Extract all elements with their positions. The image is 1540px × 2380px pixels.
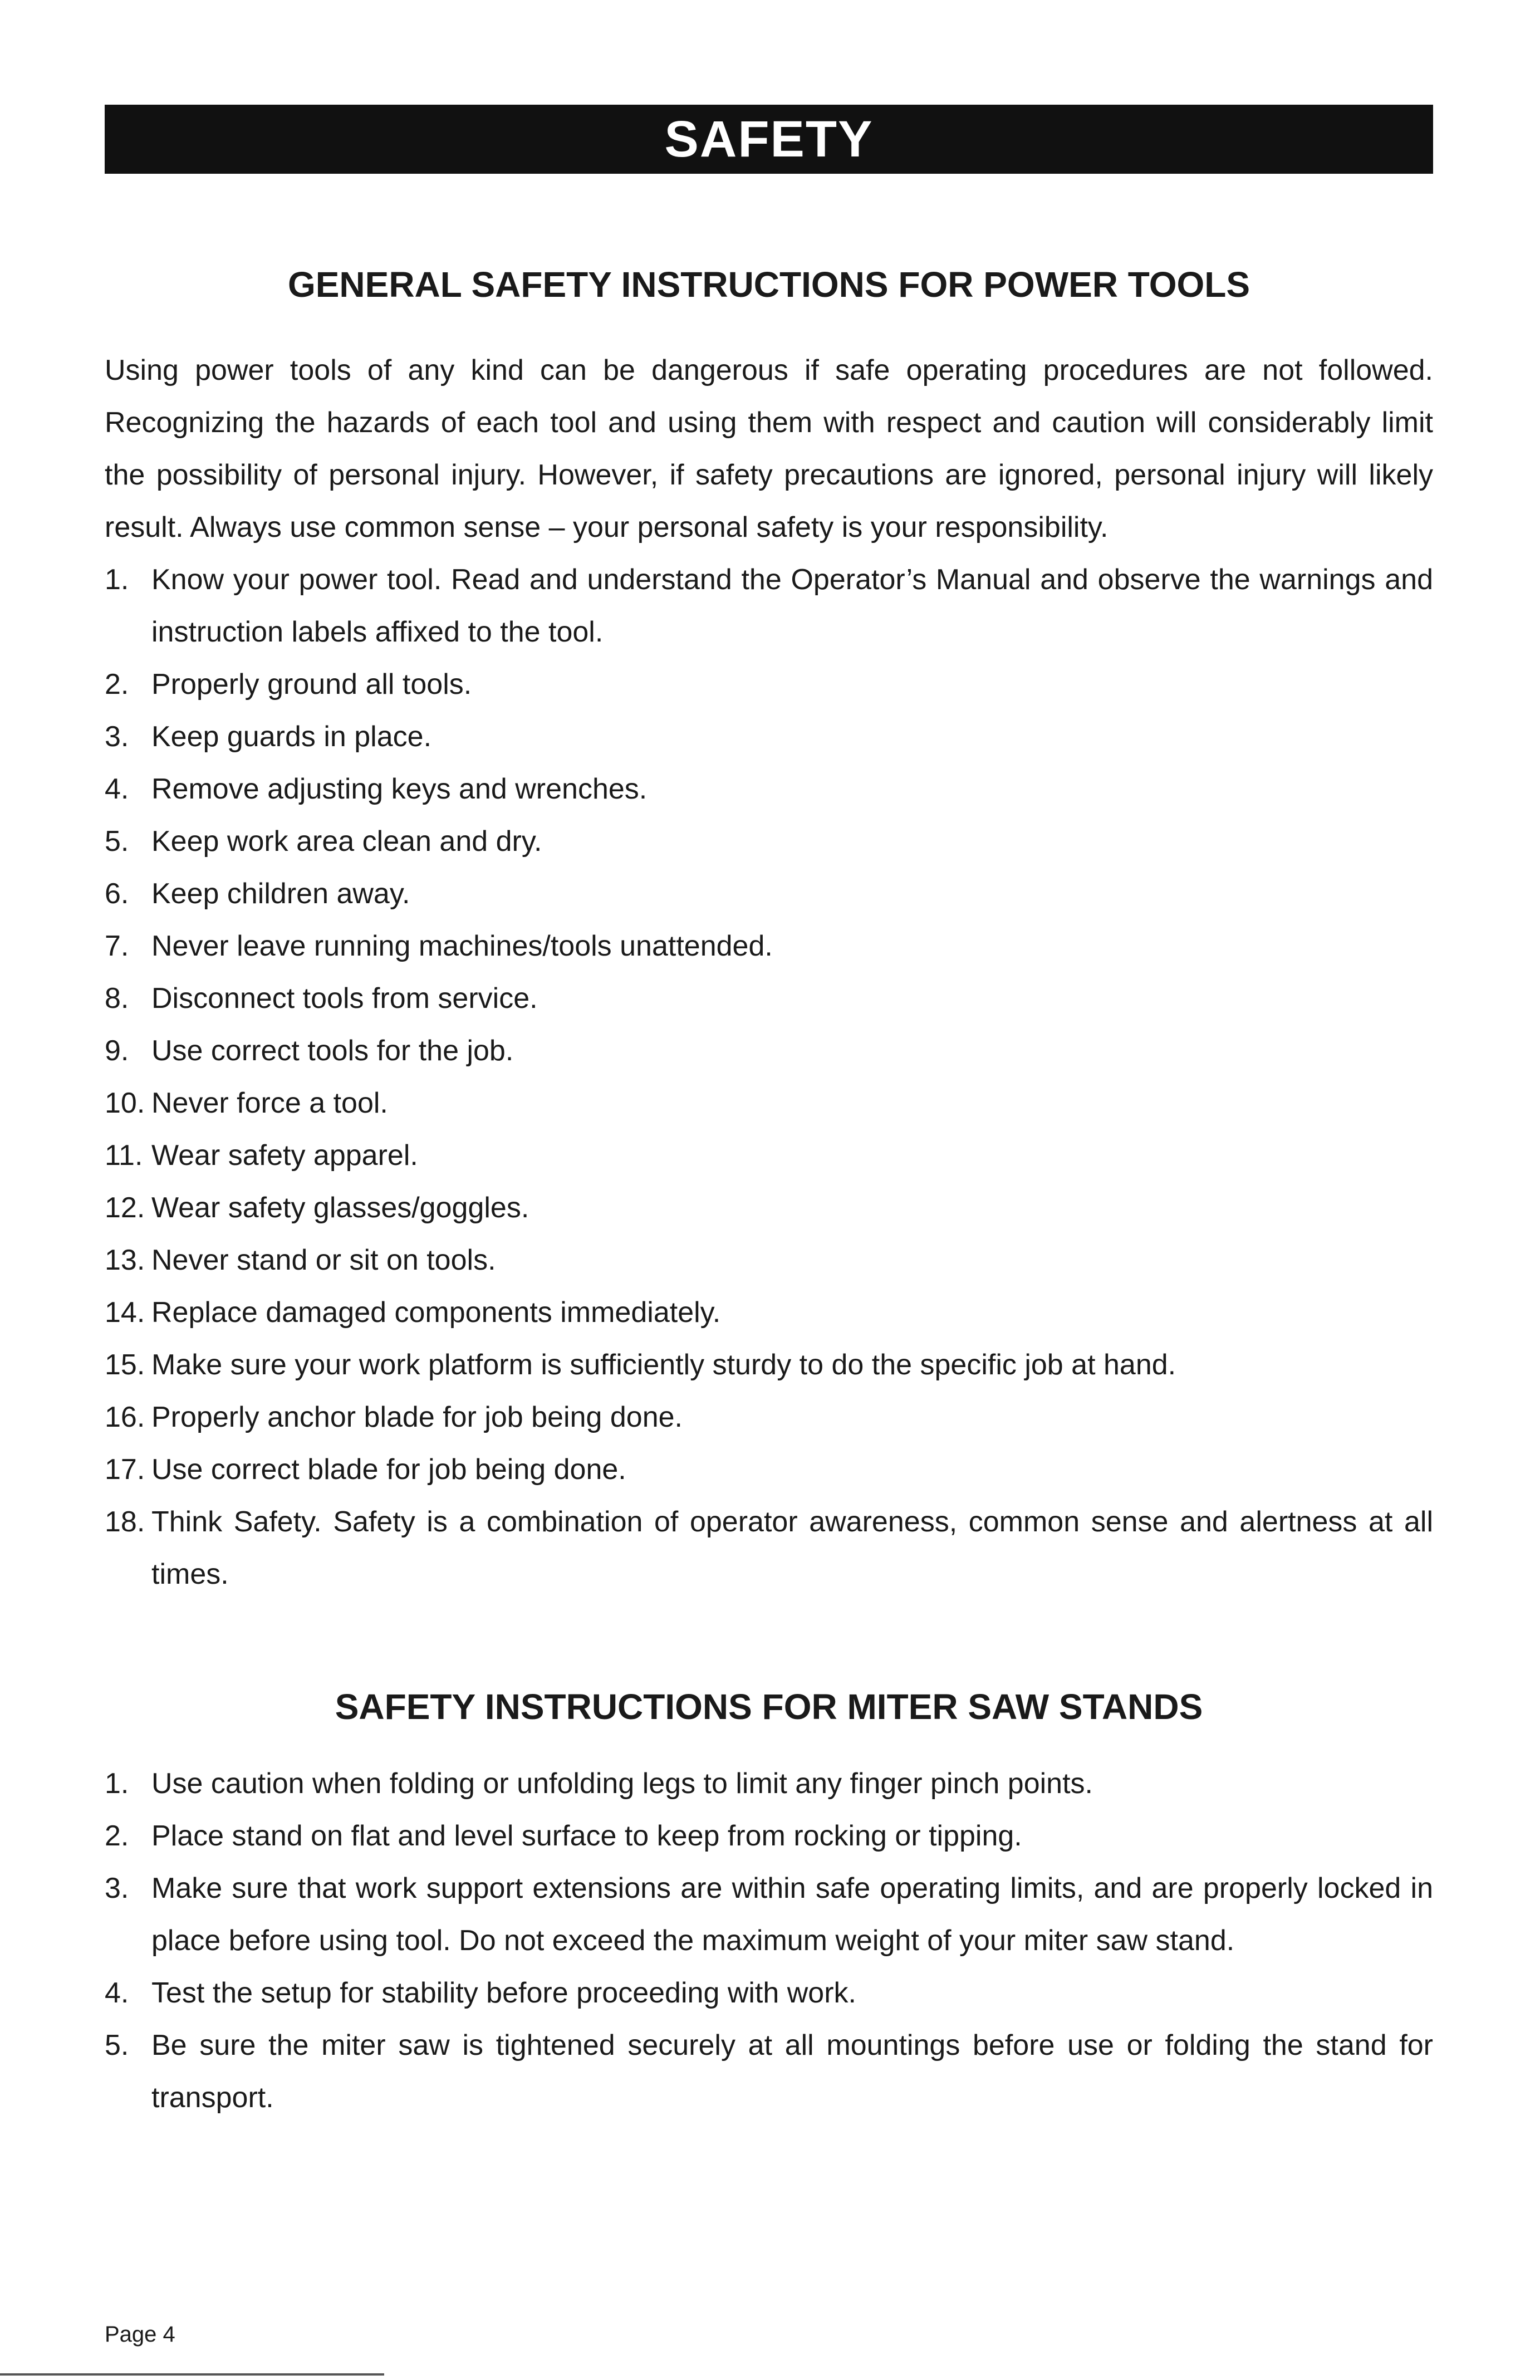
item-text: Use correct tools for the job. (151, 1035, 514, 1067)
item-text: Keep children away. (151, 878, 410, 910)
miter-safety-item (105, 1757, 1433, 1810)
miter-safety-item (105, 1810, 1433, 1862)
item-number: 9. (105, 1035, 129, 1067)
item-text: Remove adjusting keys and wrenches. (151, 773, 648, 805)
general-safety-item (105, 1286, 1433, 1339)
miter-saw-safety-list (105, 1757, 1433, 2124)
item-text: Be sure the miter saw is tightened securely at all mountings before use or folding the stand for transport. (151, 2029, 1433, 2114)
item-text: Make sure that work support extensions are within safe operating limits, and are properly locked in place before using tool. Do not exceed the maximum weight of your miter saw stand. (151, 1872, 1433, 1957)
item-text: Keep guards in place. (151, 721, 432, 753)
item-number: 3. (105, 721, 129, 753)
item-number: 2. (105, 1820, 129, 1852)
item-number: 12. (105, 1192, 145, 1224)
general-safety-item (105, 763, 1433, 815)
item-number: 6. (105, 878, 129, 910)
miter-safety-item (105, 2019, 1433, 2124)
item-text: Never stand or sit on tools. (151, 1244, 496, 1276)
page-number: Page 4 (105, 2322, 175, 2347)
item-number: 10. (105, 1087, 145, 1119)
general-safety-item (105, 972, 1433, 1025)
general-safety-item (105, 1496, 1433, 1600)
item-text: Keep work area clean and dry. (151, 825, 542, 858)
general-safety-item (105, 711, 1433, 763)
item-text: Wear safety glasses/goggles. (151, 1192, 529, 1224)
general-safety-item (105, 1129, 1433, 1182)
banner-title: SAFETY (664, 111, 874, 168)
item-number: 11. (105, 1139, 143, 1172)
item-text: Properly anchor blade for job being done. (151, 1401, 683, 1433)
item-number: 7. (105, 930, 129, 962)
item-text: Properly ground all tools. (151, 668, 472, 701)
item-number: 8. (105, 982, 129, 1015)
general-safety-heading: GENERAL SAFETY INSTRUCTIONS FOR POWER TOOLS (287, 264, 1250, 305)
item-text: Place stand on flat and level surface to keep from rocking or tipping. (151, 1820, 1022, 1852)
item-text: Make sure your work platform is sufficiently sturdy to do the specific job at hand. (151, 1349, 1176, 1381)
item-text: Wear safety apparel. (151, 1139, 418, 1172)
general-safety-item (105, 1077, 1433, 1129)
item-text: Think Safety. Safety is a combination of operator awareness, common sense and alertness at all times. (151, 1506, 1433, 1590)
miter-safety-item (105, 1862, 1433, 1967)
item-number: 16. (105, 1401, 145, 1433)
general-safety-item (105, 554, 1433, 658)
item-number: 17. (105, 1453, 145, 1486)
item-number: 4. (105, 1977, 129, 2009)
item-text: Replace damaged components immediately. (151, 1296, 721, 1329)
general-safety-item (105, 815, 1433, 868)
general-safety-item (105, 868, 1433, 920)
general-safety-list (105, 554, 1433, 1600)
item-text: Use caution when folding or unfolding legs to limit any finger pinch points. (151, 1767, 1093, 1800)
general-safety-item (105, 1182, 1433, 1234)
general-safety-intro: Using power tools of any kind can be dangerous if safe operating procedures are not followed. Recognizing the hazards of each tool and using them with respect and caution will considerably limit the possibility of personal injury. However, if safety precautions are ignored, personal injury will likely result. Always use common sense – your personal safety is your responsibility. (105, 354, 1433, 543)
item-number: 2. (105, 668, 129, 701)
item-text: Use correct blade for job being done. (151, 1453, 626, 1486)
item-number: 18. (105, 1506, 145, 1538)
item-text: Never force a tool. (151, 1087, 388, 1119)
safety-banner (105, 105, 1433, 174)
item-number: 15. (105, 1349, 145, 1381)
general-safety-item (105, 1391, 1433, 1443)
item-text: Test the setup for stability before proceeding with work. (151, 1977, 856, 2009)
item-text: Know your power tool. Read and understand the Operator’s Manual and observe the warnings and instruction labels affixed to the tool. (151, 564, 1433, 648)
general-safety-item (105, 920, 1433, 972)
item-number: 4. (105, 773, 129, 805)
miter-safety-item (105, 1967, 1433, 2019)
item-number: 1. (105, 1767, 129, 1800)
general-safety-item (105, 658, 1433, 711)
general-safety-item (105, 1234, 1433, 1286)
item-text: Disconnect tools from service. (151, 982, 538, 1015)
item-number: 1. (105, 564, 129, 596)
general-safety-item (105, 1443, 1433, 1496)
item-number: 13. (105, 1244, 145, 1276)
general-safety-item (105, 1025, 1433, 1077)
general-safety-item (105, 1339, 1433, 1391)
item-number: 5. (105, 2029, 129, 2061)
bottom-rule (0, 2373, 384, 2376)
item-number: 3. (105, 1872, 129, 1904)
item-number: 5. (105, 825, 129, 858)
miter-saw-safety-heading: SAFETY INSTRUCTIONS FOR MITER SAW STANDS (335, 1687, 1203, 1727)
item-text: Never leave running machines/tools unattended. (151, 930, 773, 962)
item-number: 14. (105, 1296, 145, 1329)
